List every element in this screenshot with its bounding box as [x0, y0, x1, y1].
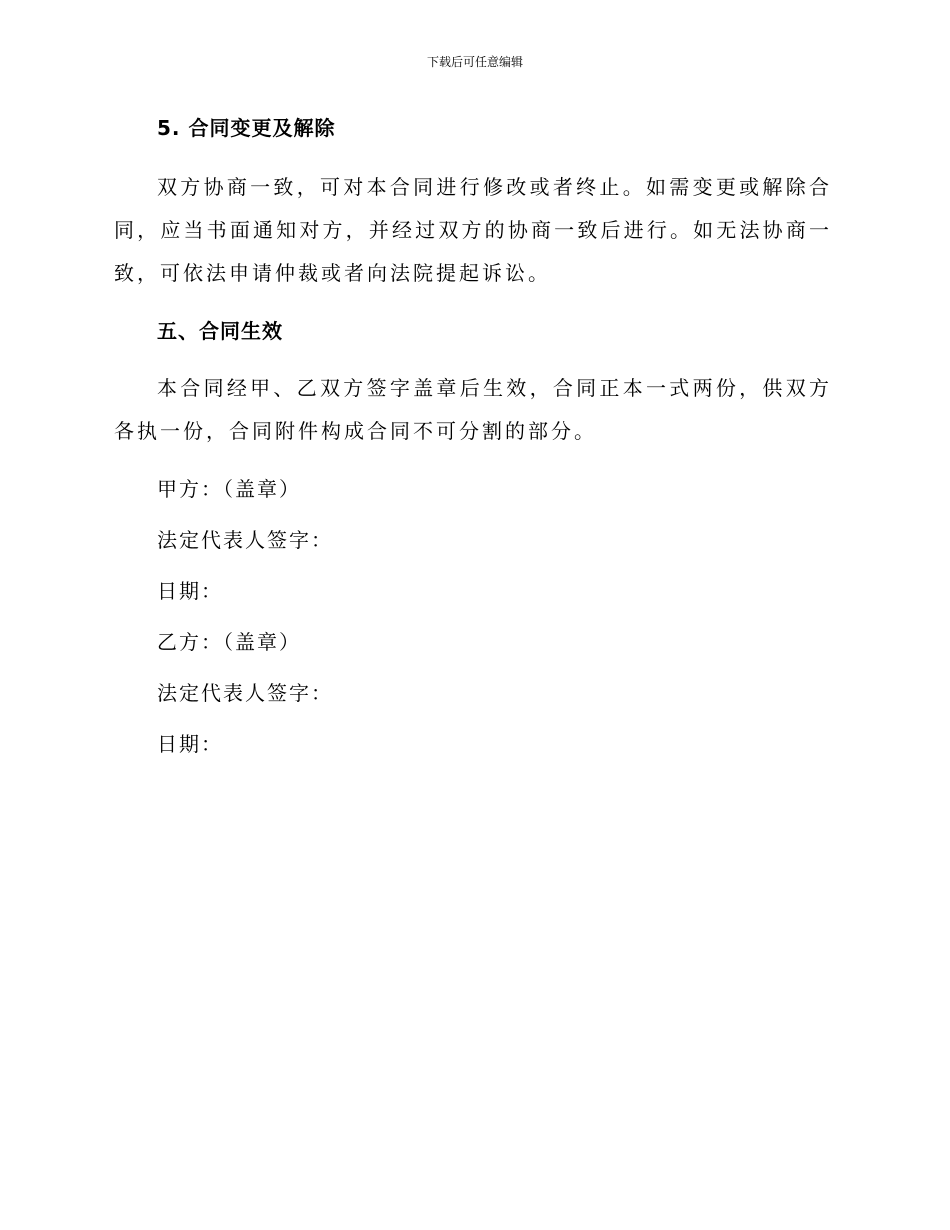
paragraph-contract-change: 双方协商一致，可对本合同进行修改或者终止。如需变更或解除合同，应当书面通知对方，并经过双方的协商一致后进行。如无法协商一致，可依法申请仲裁或者向法院提起诉讼。 — [114, 175, 832, 285]
party-a-date-line: 日期： — [157, 579, 223, 603]
party-a-seal-line: 甲方：（盖章） — [157, 477, 301, 501]
paragraph-contract-effect: 本合同经甲、乙双方签字盖章后生效，合同正本一式两份，供双方各执一份，合同附件构成合同不可分割的部分。 — [114, 376, 832, 443]
page-header: 下载后可任意编辑 — [426, 55, 523, 69]
party-b-seal-line: 乙方：（盖章） — [157, 630, 301, 654]
section-heading-contract-change: 5. 合同变更及解除 — [157, 116, 336, 140]
section-heading-contract-effect: 五、合同生效 — [157, 319, 283, 343]
party-b-representative-line: 法定代表人签字： — [157, 681, 333, 705]
party-b-date-line: 日期： — [157, 732, 223, 756]
party-a-representative-line: 法定代表人签字： — [157, 528, 333, 552]
document-body — [114, 114, 832, 758]
